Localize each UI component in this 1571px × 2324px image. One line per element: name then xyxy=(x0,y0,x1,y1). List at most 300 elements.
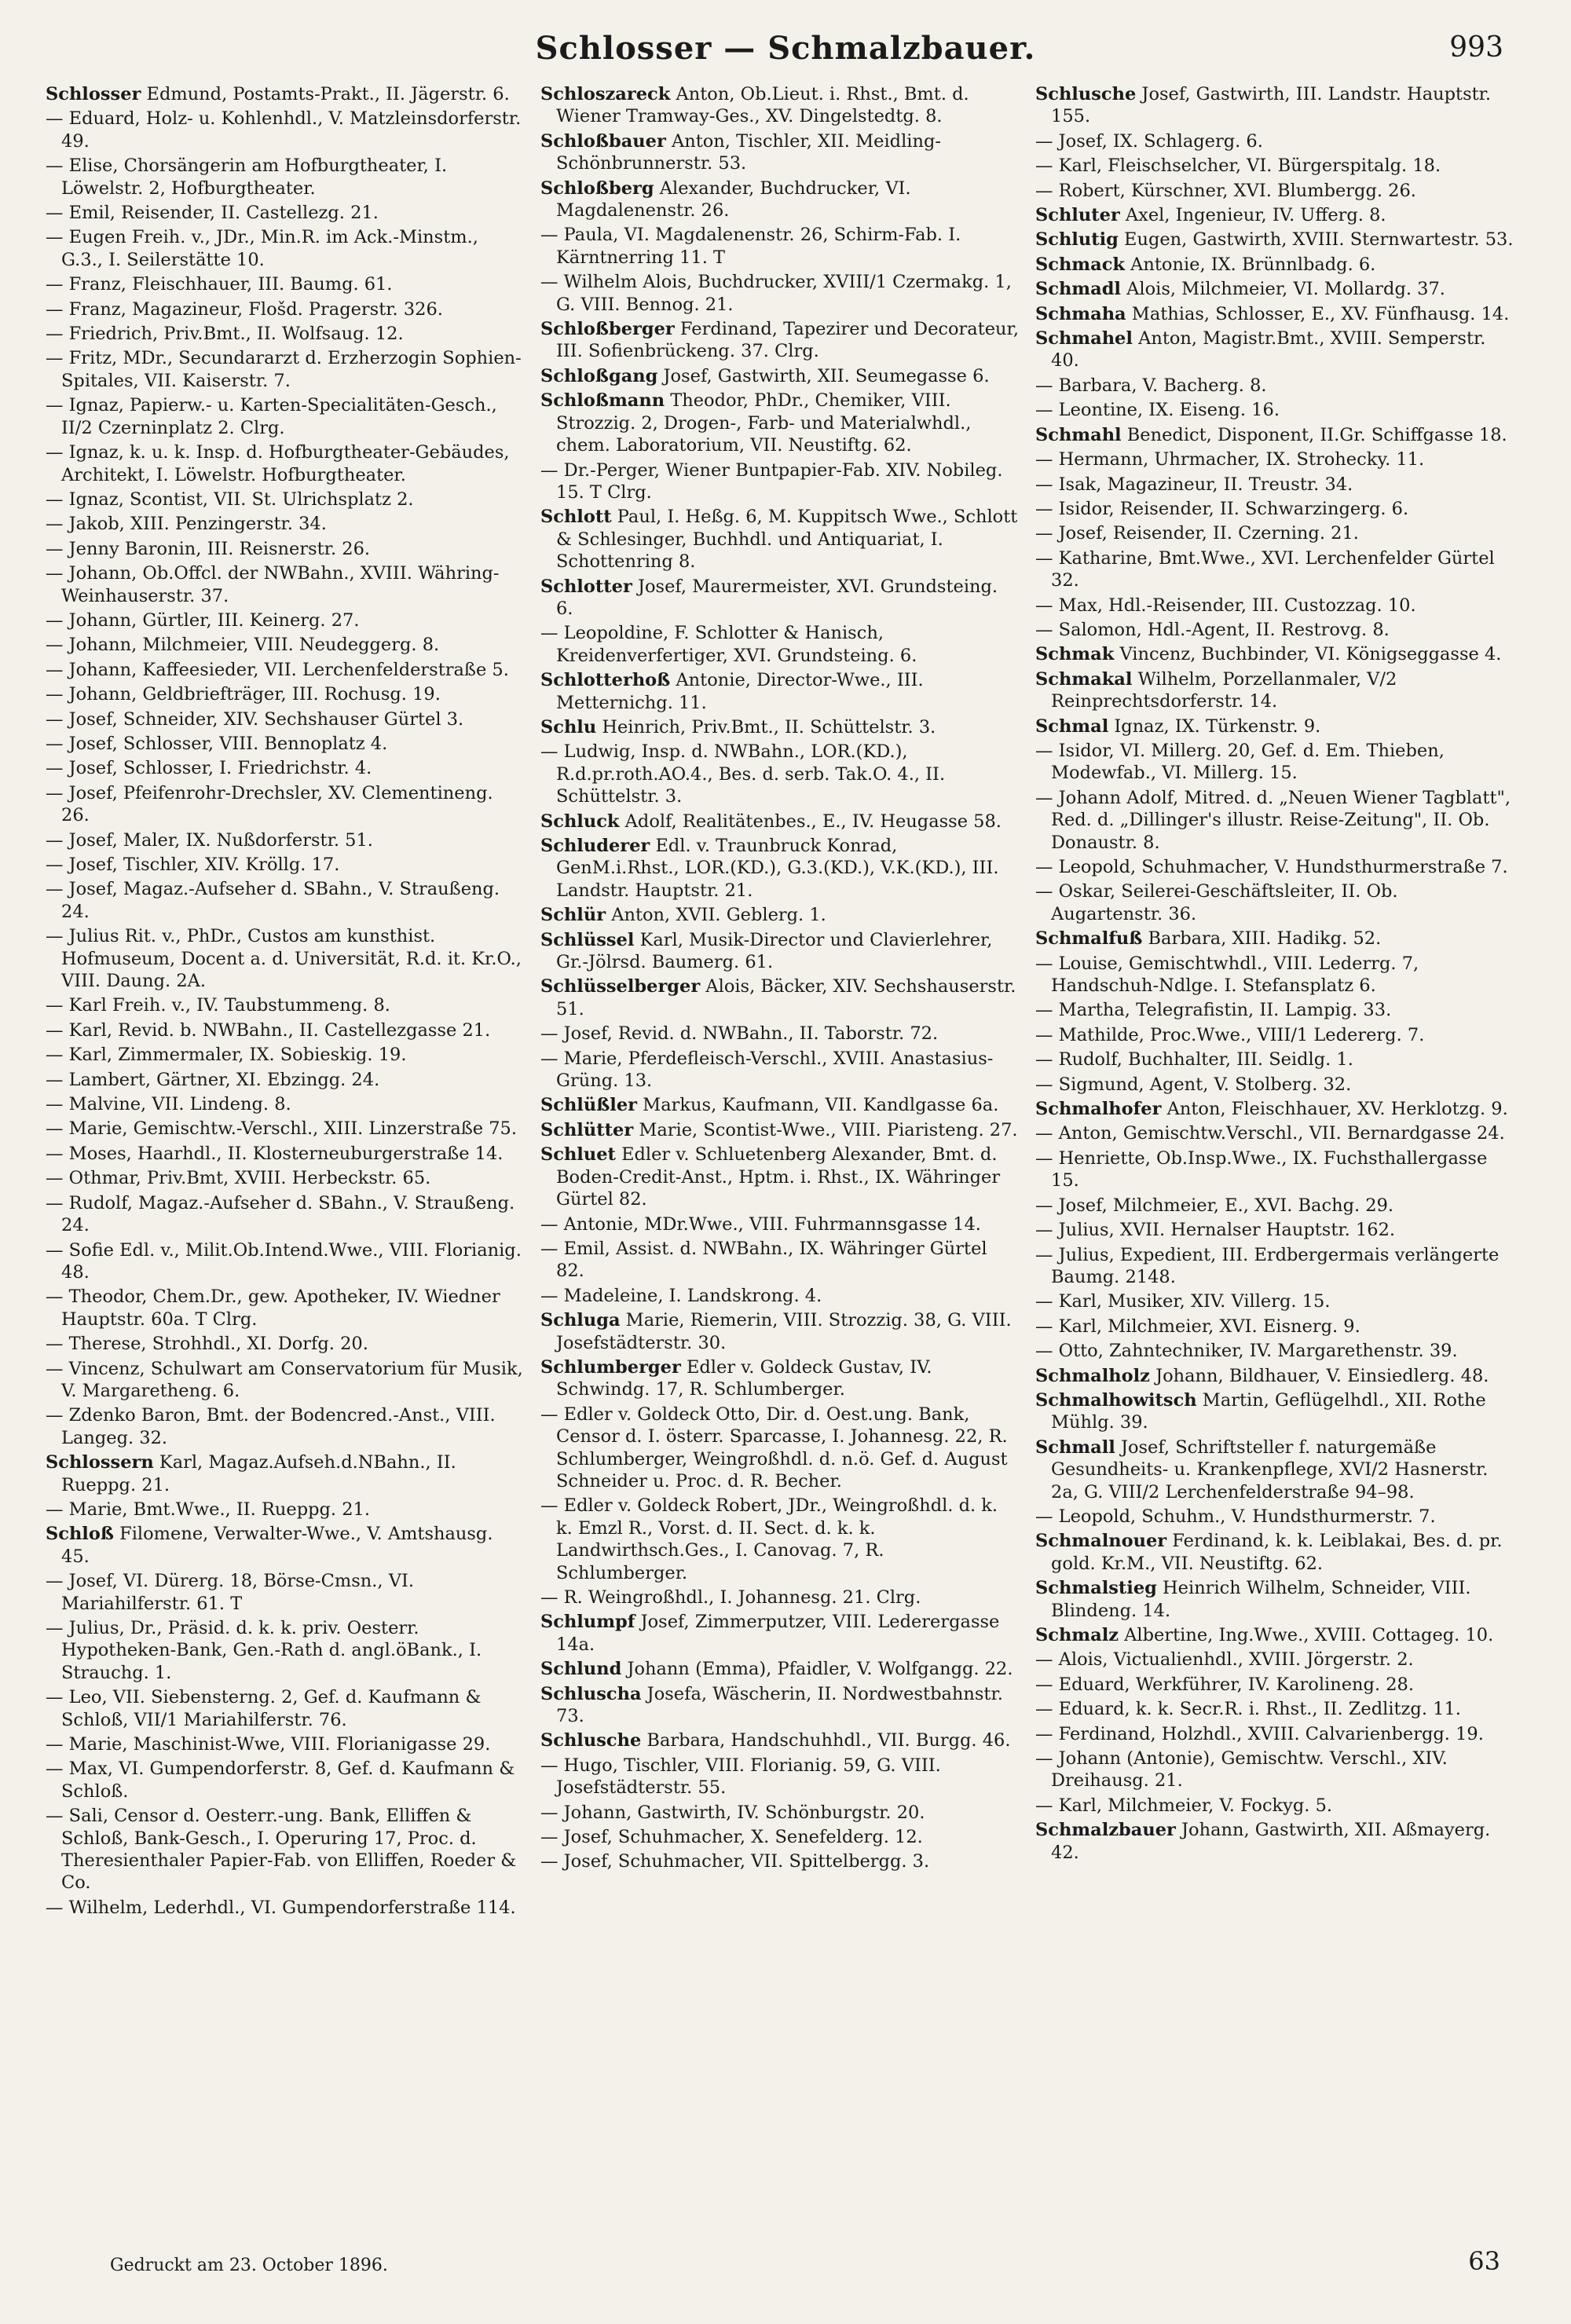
entry-text: — Johann, Milchmeier, VIII. Neudeggerg. 8. xyxy=(46,635,440,656)
entry-text: — Martha, Telegrafistin, II. Lampig. 33. xyxy=(1035,1000,1392,1021)
directory-entry xyxy=(1035,254,1514,276)
directory-entry xyxy=(46,298,525,320)
entry-text: — Johann (Antonie), Gemischtw. Verschl., XIV. Dreihausg. 21. xyxy=(1035,1748,1448,1791)
entry-text: Josef, Schriftsteller f. naturgemäße Gesundheits- u. Krankenpflege, XVI/2 Hasnerstr. 2a, G. VIII/2 Lerchenfelderstraße 94–98. xyxy=(1051,1436,1489,1502)
entry-text: — Karl, Fleischselcher, VI. Bürgerspitalg. 18. xyxy=(1035,156,1441,177)
entry-text: — Antonie, MDr.Wwe., VIII. Fuhrmannsgasse 14. xyxy=(540,1213,981,1235)
column-1 xyxy=(46,83,525,2196)
entry-text: — Edler v. Goldeck Otto, Dir. d. Oest.ung. Bank, Censor d. I. österr. Sparcasse, I. Johannesg. 22, R. Schlumberger, Weingroßhdl. d. n.ö. Gef. d. August Schneider u. Proc. d. R. Becher. xyxy=(540,1404,1008,1491)
entry-text: — Josef, IX. Schlagerg. 6. xyxy=(1035,130,1263,152)
directory-entry xyxy=(540,1119,1020,1141)
directory-entry xyxy=(540,318,1020,363)
entry-text: Anton, Tischler, XII. Meidling-Schönbrunnerstr. 53. xyxy=(556,130,941,174)
entry-text: — Madeleine, I. Landskrong. 4. xyxy=(540,1285,822,1306)
entry-text: — Anton, Gemischtw.Verschl., VII. Bernardgasse 24. xyxy=(1035,1123,1505,1144)
entry-surname: Schlott xyxy=(540,507,612,528)
entry-text: Axel, Ingenieur, IV. Ufferg. 8. xyxy=(1119,205,1386,226)
entry-text: — Salomon, Hdl.-Agent, II. Restrovg. 8. xyxy=(1035,619,1390,640)
entry-text: — Karl Freih. v., IV. Taubstummeng. 8. xyxy=(46,995,390,1016)
entry-text: — Leopold, Schuhm., V. Hundsthurmerstr. 7. xyxy=(1035,1506,1436,1527)
entry-text: — Lambert, Gärtner, XI. Ebzingg. 24. xyxy=(46,1069,380,1090)
directory-entry xyxy=(46,202,525,224)
directory-entry xyxy=(46,609,525,631)
entry-text: Alois, Bäcker, XIV. Sechshauserstr. 51. xyxy=(556,976,1016,1019)
entry-text: — Josef, Schneider, XIV. Sechshauser Gürtel 3. xyxy=(46,708,464,730)
directory-entry xyxy=(1035,1389,1514,1434)
entry-surname: Schmalhowitsch xyxy=(1035,1389,1197,1411)
directory-entry xyxy=(1035,1506,1514,1528)
directory-entry xyxy=(46,273,525,295)
entry-text: Heinrich Wilhelm, Schneider, VIII. Blindeng. 14. xyxy=(1051,1578,1471,1621)
entry-text: — Johann, Gürtler, III. Keinerg. 27. xyxy=(46,609,360,631)
entry-text: — Johann, Kaffeesieder, VII. Lerchenfelderstraße 5. xyxy=(46,659,509,680)
directory-entry xyxy=(540,1238,1020,1283)
directory-entry xyxy=(540,811,1020,833)
directory-entry xyxy=(1035,715,1514,737)
entry-text: — Eduard, Holz- u. Kohlenhdl., V. Matzleinsdorferstr. 49. xyxy=(46,108,522,152)
entry-surname: Schmadl xyxy=(1035,279,1121,300)
entry-text: Johann, Gastwirth, XII. Aßmayerg. 42. xyxy=(1051,1820,1491,1863)
directory-entry xyxy=(1035,399,1514,421)
directory-entry xyxy=(1035,229,1514,251)
entry-text: — Josef, Reisender, II. Czerning. 21. xyxy=(1035,523,1359,544)
entry-text: — Robert, Kürschner, XVI. Blumbergg. 26. xyxy=(1035,180,1416,201)
entry-surname: Schlosser xyxy=(46,84,141,104)
entry-text: Ferdinand, Tapezirer und Decorateur, III. Sofienbrückeng. 37. Clrg. xyxy=(556,319,1019,362)
entry-text: — Josef, Maler, IX. Nußdorferstr. 51. xyxy=(46,829,373,851)
directory-entry xyxy=(46,925,525,992)
directory-entry xyxy=(540,1309,1020,1354)
directory-entry xyxy=(540,1213,1020,1235)
entry-text: Barbara, XIII. Hadikg. 52. xyxy=(1142,928,1382,950)
entry-text: — Julius Rit. v., PhDr., Custos am kunsthist. Hofmuseum, Docent a. d. Universität, R.d. it. Kr.O., VIII. Daung. 2A. xyxy=(46,926,522,992)
entry-text: — Karl, Zimmermaler, IX. Sobieskig. 19. xyxy=(46,1045,407,1066)
directory-entry xyxy=(1035,643,1514,665)
entry-surname: Schmalnouer xyxy=(1035,1531,1167,1552)
entry-text: Anton, Ob.Lieut. i. Rhst., Bmt. d. Wiener Tramway-Ges., XV. Dingelstedtg. 8. xyxy=(556,84,969,127)
entry-text: Anton, Magistr.Bmt., XVIII. Semperstr. 40. xyxy=(1051,328,1486,371)
entry-text: Benedict, Disponent, II.Gr. Schiffgasse 18. xyxy=(1121,424,1507,445)
directory-entry xyxy=(1035,1530,1514,1575)
entry-text: Albertine, Ing.Wwe., XVIII. Cottageg. 10. xyxy=(1119,1625,1494,1645)
directory-entry xyxy=(1035,787,1514,854)
entry-surname: Schluet xyxy=(540,1144,616,1166)
directory-entry xyxy=(540,1850,1020,1872)
directory-entry xyxy=(1035,498,1514,520)
directory-entry xyxy=(1035,1074,1514,1096)
directory-entry xyxy=(540,390,1020,456)
entry-surname: Schlumpf xyxy=(540,1612,635,1633)
directory-entry xyxy=(540,1356,1020,1401)
entry-text: Filomene, Verwalter-Wwe., V. Amtshausg. 45. xyxy=(61,1524,493,1567)
entry-text: — Marie, Maschinist-Wwe, VIII. Florianigasse 29. xyxy=(46,1734,491,1755)
entry-surname: Schlotter xyxy=(540,576,632,597)
directory-entry xyxy=(1035,1674,1514,1696)
directory-entry xyxy=(1035,953,1514,997)
directory-entry xyxy=(540,576,1020,620)
directory-entry xyxy=(540,1285,1020,1307)
entry-surname: Schloßberger xyxy=(540,319,675,340)
directory-entry xyxy=(1035,303,1514,325)
directory-entry xyxy=(46,562,525,607)
entry-text: Vincenz, Buchbinder, VI. Königseggasse 4. xyxy=(1114,644,1502,665)
sheet-number: 63 xyxy=(1468,2246,1500,2276)
entry-text: Edmund, Postamts-Prakt., II. Jägerstr. 6. xyxy=(141,84,510,104)
directory-entry xyxy=(46,1499,525,1521)
entry-text: — Jakob, XIII. Penzingerstr. 34. xyxy=(46,514,327,535)
entry-text: — Josef, VI. Dürerg. 18, Börse-Cmsn., VI. Mariahilferstr. 61. T xyxy=(46,1571,414,1614)
directory-entry xyxy=(1035,1577,1514,1622)
entry-text: — Franz, Magazineur, Flošd. Pragerstr. 326. xyxy=(46,298,443,320)
directory-entry xyxy=(1035,1795,1514,1817)
entry-text: — Josef, Pfeifenrohr-Drechsler, XV. Clementineng. 26. xyxy=(46,782,493,826)
entry-text: — Malvine, VII. Lindeng. 8. xyxy=(46,1094,291,1115)
directory-entry xyxy=(540,1611,1020,1656)
directory-entry xyxy=(1035,522,1514,544)
directory-entry xyxy=(1035,1819,1514,1864)
directory-entry xyxy=(540,1802,1020,1824)
entry-text: — Leo, VII. Siebensterng. 2, Gef. d. Kaufmann & Schloß, VII/1 Mariahilferstr. 76. xyxy=(46,1687,482,1730)
entry-text: Josef, Gastwirth, III. Landstr. Hauptstr. 155. xyxy=(1051,84,1492,127)
entry-text: — Johann, Ob.Offcl. der NWBahn., XVIII. Währing-Weinhauserstr. 37. xyxy=(46,563,500,606)
entry-text: Mathias, Schlosser, E., XV. Fünfhausg. 14. xyxy=(1126,303,1510,324)
page-number: 993 xyxy=(1449,31,1503,64)
entry-text: — Vincenz, Schulwart am Conservatorium für Musik, V. Margaretheng. 6. xyxy=(46,1358,523,1401)
directory-entry xyxy=(540,835,1020,902)
entry-text: Markus, Kaufmann, VII. Kandlgasse 6a. xyxy=(637,1095,999,1116)
directory-entry xyxy=(1035,375,1514,397)
directory-entry xyxy=(46,708,525,730)
entry-text: — Josef, Magaz.-Aufseher d. SBahn., V. Straußeng. 24. xyxy=(46,879,500,922)
entry-text: — Isidor, VI. Millerg. 20, Gef. d. Em. Thieben, Modewfab., VI. Millerg. 15. xyxy=(1035,740,1445,784)
directory-entry xyxy=(46,1451,525,1496)
entry-text: — Karl, Milchmeier, XVI. Eisnerg. 9. xyxy=(1035,1316,1360,1337)
entry-text: — Katharine, Bmt.Wwe., XVI. Lerchenfelder Gürtel 32. xyxy=(1035,547,1495,591)
entry-surname: Schlund xyxy=(540,1659,622,1680)
page-footer xyxy=(0,2246,1571,2309)
entry-text: Paul, I. Heßg. 6, M. Kuppitsch Wwe., Schlott & Schlesinger, Buchhdl. und Antiquariat, I. Schottenring 8. xyxy=(556,507,1018,573)
directory-entry xyxy=(1035,1365,1514,1387)
entry-surname: Schmakal xyxy=(1035,668,1133,690)
entry-text: Wilhelm, Porzellanmaler, V/2 Reinprechtsdorferstr. 14. xyxy=(1051,668,1397,712)
directory-entry xyxy=(1035,1049,1514,1071)
directory-entry xyxy=(1035,928,1514,950)
directory-entry xyxy=(46,1167,525,1189)
directory-entry xyxy=(46,513,525,535)
entry-surname: Schmack xyxy=(1035,254,1125,275)
directory-entry xyxy=(1035,1244,1514,1289)
entry-text: Edler v. Schluetenberg Alexander, Bmt. d. Boden-Credit-Anst., Hptm. i. Rhst., IX. Währinger Gürtel 82. xyxy=(556,1144,1001,1210)
entry-text: Johann, Bildhauer, V. Einsiedlerg. 48. xyxy=(1149,1365,1489,1386)
entry-surname: Schmal xyxy=(1035,715,1109,737)
entry-text: — Dr.-Perger, Wiener Buntpapier-Fab. XIV. Nobileg. 15. T Clrg. xyxy=(540,459,1003,503)
directory-entry xyxy=(1035,278,1514,300)
entry-surname: Schmalzbauer xyxy=(1035,1820,1176,1841)
directory-entry xyxy=(1035,1122,1514,1144)
entry-text: Edler v. Goldeck Gustav, IV. Schwindg. 17, R. Schlumberger. xyxy=(556,1356,932,1400)
directory-entry xyxy=(540,1495,1020,1584)
directory-entry xyxy=(540,1023,1020,1045)
directory-entry xyxy=(46,782,525,827)
directory-entry xyxy=(46,1805,525,1894)
entry-text: — Isidor, Reisender, II. Schwarzingerg. 6. xyxy=(1035,498,1409,519)
entry-text: — Isak, Magazineur, II. Treustr. 34. xyxy=(1035,474,1353,495)
entry-text: — Julius, XVII. Hernalser Hauptstr. 162. xyxy=(1035,1220,1396,1241)
entry-text: — Sali, Censor d. Oesterr.-ung. Bank, Elliffen & Schloß, Bank-Gesch., I. Operuring 17, Proc. d. Theresienthaler Papier-Fab. von Elliffen, Roeder & Co. xyxy=(46,1806,517,1894)
directory-entry xyxy=(1035,1098,1514,1120)
directory-entry xyxy=(1035,999,1514,1021)
directory-entry xyxy=(46,394,525,439)
directory-entry xyxy=(1035,83,1514,128)
directory-entry xyxy=(46,878,525,923)
columns xyxy=(46,83,1514,2196)
entry-text: — Leopoldine, F. Schlotter & Hanisch, Kreidenverfertiger, XVI. Grundsteing. 6. xyxy=(540,623,917,666)
directory-entry xyxy=(540,224,1020,269)
entry-text: Karl, Musik-Director und Clavierlehrer, Gr.-Jölrsd. Baumerg. 61. xyxy=(556,929,993,973)
directory-entry xyxy=(46,1358,525,1403)
entry-text: — Ferdinand, Holzhdl., XVIII. Calvarienbergg. 19. xyxy=(1035,1723,1484,1744)
entry-surname: Schloßbauer xyxy=(540,130,666,152)
directory-entry xyxy=(1035,1147,1514,1192)
directory-entry xyxy=(46,1192,525,1237)
entry-text: — Josef, Milchmeier, E., XVI. Bachg. 29. xyxy=(1035,1195,1394,1216)
entry-text: — Josef, Schlosser, VIII. Bennoplatz 4. xyxy=(46,733,388,754)
directory-entry xyxy=(540,365,1020,387)
entry-text: Antonie, IX. Brünnlbadg. 6. xyxy=(1124,254,1376,275)
entry-text: — Julius, Dr., Präsid. d. k. k. priv. Oesterr. Hypotheken-Bank, Gen.-Rath d. angl.öBank., I. Strauchg. 1. xyxy=(46,1618,482,1683)
entry-surname: Schlusche xyxy=(540,1730,642,1751)
print-date: Gedruckt am 23. October 1896. xyxy=(110,2256,388,2275)
entry-text: — Marie, Bmt.Wwe., II. Rueppg. 21. xyxy=(46,1499,371,1520)
directory-entry xyxy=(1035,1219,1514,1241)
directory-entry xyxy=(46,1143,525,1165)
directory-entry xyxy=(1035,474,1514,496)
entry-text: — Eugen Freih. v., JDr., Min.R. im Ack.-Minstm., G.3., I. Seilerstätte 10. xyxy=(46,227,478,270)
directory-entry xyxy=(46,854,525,876)
directory-entry xyxy=(46,1758,525,1802)
entry-text: Heinrich, Priv.Bmt., II. Schüttelstr. 3. xyxy=(596,716,936,737)
entry-surname: Schloßmann xyxy=(540,390,665,412)
entry-text: — Alois, Victualienhdl., XVIII. Jörgerstr. 2. xyxy=(1035,1649,1414,1671)
directory-entry xyxy=(1035,130,1514,152)
directory-entry xyxy=(540,904,1020,926)
entry-text: Josef, Zimmerputzer, VIII. Lederergasse 14a. xyxy=(556,1612,1000,1655)
directory-entry xyxy=(46,155,525,199)
directory-entry xyxy=(540,271,1020,316)
directory-entry xyxy=(540,130,1020,175)
directory-entry xyxy=(46,83,525,105)
entry-surname: Schmalhofer xyxy=(1035,1099,1162,1120)
directory-entry xyxy=(1035,1723,1514,1745)
entry-surname: Schluck xyxy=(540,811,620,832)
entry-text: Edl. v. Traunbruck Konrad, GenM.i.Rhst., LOR.(KD.), G.3.(KD.), V.K.(KD.), III. Landstr. Hauptstr. 21. xyxy=(556,836,999,901)
entry-surname: Schloßberg xyxy=(540,178,654,199)
directory-entry xyxy=(1035,448,1514,470)
entry-text: Alois, Milchmeier, VI. Mollardg. 37. xyxy=(1120,279,1445,300)
entry-text: — Eduard, k. k. Secr.R. i. Rhst., II. Zedlitzg. 11. xyxy=(1035,1699,1461,1720)
directory-entry xyxy=(540,622,1020,667)
entry-surname: Schlu xyxy=(540,716,597,737)
entry-surname: Schmahel xyxy=(1035,328,1133,350)
column-2 xyxy=(540,83,1020,2196)
entry-text: — Josef, Tischler, XIV. Kröllg. 17. xyxy=(46,855,340,875)
entry-text: — Ludwig, Insp. d. NWBahn., LOR.(KD.), R.d.pr.roth.AO.4., Bes. d. serb. Tak.O. 4., II. Schüttelstr. 3. xyxy=(540,741,946,807)
entry-text: — Emil, Assist. d. NWBahn., IX. Währinger Gürtel 82. xyxy=(540,1238,987,1282)
directory-entry xyxy=(46,1286,525,1330)
directory-entry xyxy=(540,716,1020,738)
entry-text: — Barbara, V. Bacherg. 8. xyxy=(1035,375,1267,396)
directory-entry xyxy=(1035,1290,1514,1312)
directory-entry xyxy=(46,1523,525,1568)
entry-text: Eugen, Gastwirth, XVIII. Sternwartestr. 53. xyxy=(1118,229,1514,251)
entry-text: — Josef, Revid. d. NWBahn., II. Taborstr. 72. xyxy=(540,1023,939,1045)
directory-entry xyxy=(1035,1748,1514,1792)
entry-text: — Eduard, Werkführer, IV. Karolineng. 28. xyxy=(1035,1674,1415,1695)
entry-surname: Schlotterhoß xyxy=(540,670,671,691)
entry-text: — Wilhelm Alois, Buchdrucker, XVIII/1 Czermakg. 1, G. VIII. Bennog. 21. xyxy=(540,272,1012,315)
entry-text: — Franz, Fleischhauer, III. Baumg. 61. xyxy=(46,274,393,295)
entry-text: — Edler v. Goldeck Robert, JDr., Weingroßhdl. d. k. k. Emzl R., Vorst. d. II. Sect. d. k. k. Landwirthsch.Ges., I. Canovag. 7, R. Schlumberger. xyxy=(540,1495,998,1583)
entry-text: Karl, Magaz.Aufseh.d.NBahn., II. Rueppg. 21. xyxy=(61,1452,456,1495)
entry-text: Johann (Emma), Pfaidler, V. Wolfgangg. 22. xyxy=(621,1659,1013,1680)
entry-surname: Schlossern xyxy=(46,1452,154,1473)
directory-entry xyxy=(1035,619,1514,641)
entry-text: — Hugo, Tischler, VIII. Florianig. 59, G. VIII. Josefstädterstr. 55. xyxy=(540,1755,941,1799)
entry-text: Theodor, PhDr., Chemiker, VIII. Strozzig. 2, Drogen-, Farb- und Materialwhdl., chem. Laboratorium, VII. Neustiftg. 62. xyxy=(556,390,972,456)
entry-text: — Karl, Revid. b. NWBahn., II. Castellezgasse 21. xyxy=(46,1019,491,1041)
directory-entry xyxy=(540,1587,1020,1609)
entry-text: — Sigmund, Agent, V. Stolberg. 32. xyxy=(1035,1074,1352,1095)
page-header xyxy=(0,30,1571,77)
entry-text: — Friedrich, Priv.Bmt., II. Wolfsaug. 12. xyxy=(46,324,404,345)
directory-entry xyxy=(46,323,525,345)
entry-text: — Karl, Musiker, XIV. Villerg. 15. xyxy=(1035,1291,1331,1312)
directory-entry xyxy=(46,1404,525,1449)
directory-entry xyxy=(46,1044,525,1066)
entry-text: Marie, Riemerin, VIII. Strozzig. 38, G. VIII. Josefstädterstr. 30. xyxy=(556,1310,1012,1353)
entry-text: Ferdinand, k. k. Leiblakai, Bes. d. pr. gold. Kr.M., VII. Neustiftg. 62. xyxy=(1051,1531,1503,1574)
entry-surname: Schluscha xyxy=(540,1683,642,1704)
directory-entry xyxy=(46,1019,525,1041)
directory-entry xyxy=(46,489,525,511)
entry-text: — Marie, Gemischtw.-Verschl., XIII. Linzerstraße 75. xyxy=(46,1118,518,1140)
entry-text: Barbara, Handschuhhdl., VII. Burgg. 46. xyxy=(641,1730,1011,1751)
directory-entry xyxy=(46,1897,525,1919)
entry-text: — Therese, Strohhdl., XI. Dorfg. 20. xyxy=(46,1334,368,1355)
entry-text: — Sofie Edl. v., Milit.Ob.Intend.Wwe., VIII. Florianig. 48. xyxy=(46,1239,522,1283)
entry-text: — Ignaz, Scontist, VII. St. Ulrichsplatz 2. xyxy=(46,489,414,510)
entry-surname: Schmall xyxy=(1035,1436,1115,1458)
entry-text: — Theodor, Chem.Dr., gew. Apotheker, IV. Wiedner Hauptstr. 60a. T Clrg. xyxy=(46,1286,500,1330)
entry-surname: Schluderer xyxy=(540,836,650,856)
directory-entry xyxy=(46,683,525,705)
entry-surname: Schloß xyxy=(46,1524,114,1545)
directory-entry xyxy=(540,83,1020,128)
entry-text: Marie, Scontist-Wwe., VIII. Piaristeng. 27. xyxy=(633,1119,1018,1140)
directory-entry xyxy=(46,441,525,486)
entry-surname: Schlumberger xyxy=(540,1356,681,1378)
directory-entry xyxy=(1035,668,1514,713)
directory-entry xyxy=(1035,1436,1514,1503)
entry-text: — Marie, Pferdefleisch-Verschl., XVIII. Anastasius-Grüng. 13. xyxy=(540,1048,994,1092)
entry-text: Josefa, Wäscherin, II. Nordwestbahnstr. 73. xyxy=(556,1683,1003,1727)
directory-entry xyxy=(540,459,1020,504)
directory-entry xyxy=(46,1733,525,1755)
directory-entry xyxy=(1035,1340,1514,1362)
column-3 xyxy=(1035,83,1514,2196)
entry-text: Anton, XVII. Geblerg. 1. xyxy=(606,905,826,926)
entry-text: — Moses, Haarhdl., II. Klosterneuburgerstraße 14. xyxy=(46,1143,504,1164)
entry-text: — Otto, Zahntechniker, IV. Margarethenstr. 39. xyxy=(1035,1341,1458,1362)
entry-text: — Zdenko Baron, Bmt. der Bodencred.-Anst., VIII. Langeg. 32. xyxy=(46,1405,496,1448)
entry-surname: Schmalz xyxy=(1035,1625,1119,1645)
entry-surname: Schluter xyxy=(1035,205,1120,226)
entry-text: Adolf, Realitätenbes., E., IV. Heugasse 58. xyxy=(619,811,1002,832)
entry-text: — Ignaz, k. u. k. Insp. d. Hofburgtheater-Gebäudes, Architekt, I. Löwelstr. Hofburgtheater. xyxy=(46,442,510,485)
entry-text: — Hermann, Uhrmacher, IX. Strohecky. 11. xyxy=(1035,449,1425,470)
directory-entry xyxy=(46,733,525,755)
entry-text: — Paula, VI. Magdalenenstr. 26, Schirm-Fab. I. Kärntnerring 11. T xyxy=(540,225,961,268)
directory-entry xyxy=(46,226,525,271)
directory-entry xyxy=(46,538,525,560)
directory-entry xyxy=(1035,740,1514,785)
entry-text: — Johann, Gastwirth, IV. Schönburgstr. 20. xyxy=(540,1802,925,1823)
directory-entry xyxy=(540,178,1020,222)
entry-text: — Karl, Milchmeier, V. Fockyg. 5. xyxy=(1035,1795,1333,1816)
entry-text: — R. Weingroßhdl., I. Johannesg. 21. Clrg. xyxy=(540,1587,921,1608)
entry-text: — Josef, Schlosser, I. Friedrichstr. 4. xyxy=(46,758,372,779)
directory-entry xyxy=(540,1755,1020,1799)
entry-surname: Schlutig xyxy=(1035,229,1119,251)
directory-entry xyxy=(540,669,1020,714)
entry-surname: Schmalfuß xyxy=(1035,928,1143,950)
entry-surname: Schlüßler xyxy=(540,1095,638,1116)
directory-entry xyxy=(46,659,525,681)
directory-entry xyxy=(46,1239,525,1284)
directory-entry xyxy=(1035,155,1514,177)
directory-entry xyxy=(540,741,1020,807)
entry-text: — Jenny Baronin, III. Reisnerstr. 26. xyxy=(46,538,371,559)
directory-entry xyxy=(1035,204,1514,226)
entry-text: — Ignaz, Papierw.- u. Karten-Specialitäten-Gesch., II/2 Czerninplatz 2. Clrg. xyxy=(46,395,497,438)
entry-text: — Julius, Expedient, III. Erdbergermais verlängerte Baumg. 2148. xyxy=(1035,1244,1500,1287)
directory-entry xyxy=(540,1094,1020,1116)
directory-entry xyxy=(46,1333,525,1355)
entry-text: — Leontine, IX. Eiseng. 16. xyxy=(1035,400,1280,421)
entry-text: — Josef, Schuhmacher, VII. Spittelbergg. 3. xyxy=(540,1851,930,1872)
entry-text: — Leopold, Schuhmacher, V. Hundsthurmerstraße 7. xyxy=(1035,857,1508,877)
entry-text: — Mathilde, Proc.Wwe., VIII/1 Ledererg. 7. xyxy=(1035,1024,1425,1045)
entry-surname: Schloszareck xyxy=(540,84,671,104)
entry-text: — Othmar, Priv.Bmt, XVIII. Herbeckstr. 65. xyxy=(46,1168,431,1189)
entry-text: — Emil, Reisender, II. Castellezg. 21. xyxy=(46,203,379,224)
directory-entry xyxy=(1035,1698,1514,1720)
entry-text: — Josef, Schuhmacher, X. Senefelderg. 12. xyxy=(540,1827,923,1848)
entry-text: Martin, Geflügelhdl., XII. Rothe Mühlg. 39. xyxy=(1051,1389,1486,1433)
directory-entry xyxy=(46,1093,525,1115)
entry-surname: Schlüsselberger xyxy=(540,976,701,997)
directory-entry xyxy=(1035,595,1514,617)
entry-surname: Schloßgang xyxy=(540,365,658,386)
entry-text: Ignaz, IX. Türkenstr. 9. xyxy=(1108,715,1321,737)
directory-entry xyxy=(1035,1624,1514,1646)
directory-entry xyxy=(1035,1024,1514,1046)
entry-text: — Elise, Chorsängerin am Hofburgtheater, I. Löwelstr. 2, Hofburgtheater. xyxy=(46,156,448,199)
directory-entry xyxy=(540,1144,1020,1210)
entry-text: — Henriette, Ob.Insp.Wwe., IX. Fuchsthallergasse 15. xyxy=(1035,1147,1488,1191)
entry-text: Alexander, Buchdrucker, VI. Magdalenenstr. 26. xyxy=(556,178,911,221)
entry-text: Josef, Gastwirth, XII. Seumegasse 6. xyxy=(657,365,990,386)
